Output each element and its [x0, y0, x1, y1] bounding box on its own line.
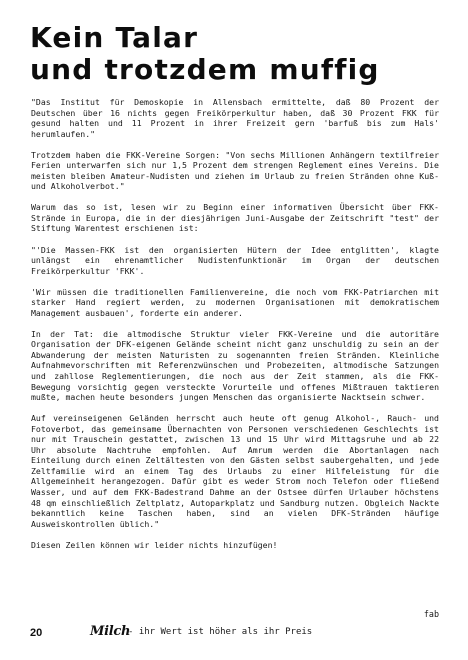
author-signature: fab: [423, 609, 439, 619]
headline-line-2: und trotzdem muffig: [30, 53, 380, 86]
page-number: 20: [30, 627, 43, 639]
article-headline: [30, 22, 450, 86]
paragraph-4: "'Die Massen-FKK ist den organisierten Hütern der Idee entglitten', klagte unlängst ein ehrenamtlicher Nudistenfunktionär im Organ der deutschen Freikörperkultur 'FKK'.: [31, 244, 444, 276]
paragraph-2: Trotzdem haben die FKK-Vereine Sorgen: "Von sechs Millionen Anhängern textilfreier Ferien unterwarfen sich nur 1,5 Prozent dem strengen Reglement eines Vereins. Die meisten bleiben Amateur-Nudisten und ziehen im Urlaub zu freien Stränden ohne Kuß- und Alkoholverbot.": [31, 149, 444, 192]
milch-logo: Milch: [90, 624, 131, 639]
paragraph-8: Diesen Zeilen können wir leider nichts hinzufügen!: [31, 539, 278, 550]
article-body: [31, 97, 444, 561]
page-footer: [30, 624, 440, 643]
paragraph-1: "Das Institut für Demoskopie in Allensbach ermittelte, daß 80 Prozent der Deutschen über 16 nichts gegen Freikörperkultur haben, daß 30 Prozent FKK für gesund halten und 11 Prozent in ihrer Freizeit gern 'barfuß bis zum Hals' herumlaufen.": [31, 97, 444, 139]
paragraph-6: In der Tat: die altmodische Struktur vieler FKK-Vereine und die autoritäre Organisation der DFK-eigenen Gelände scheint nicht ganz unschuldig zu sein an der Abwanderung der meisten Naturisten zu sogenannten freien Stränden. Kleinliche Aufnahmevorschriften mit Referenzwünschen und Probezeiten, altmodische Satzungen und zahllose Reglementierungen, die noch aus der Zeit stammen, als die FKK-Bewegung vorsichtig gegen versteckte Vorurteile und offenes Mißtrauen taktieren mußte, machen heute besonders jungen Menschen das organisierte Nacktsein schwer.: [31, 328, 444, 403]
paragraph-7: Auf vereinseigenen Geländen herrscht auch heute oft genug Alkohol-, Rauch- und Fotoverbot, das gemeinsame Übernachten von Personen verschiedenen Geschlechts ist nur mit Trauschein gestattet, zwischen 13 und 15 Uhr wird Mittagsruhe und ab 22 Uhr absolute Nachtruhe empfohlen. Auf Amrum werden die Abortanlagen nach Einteilung durch einen Zeltältesten von den Gästen selbst saubergehalten, und jede Zeltfamilie wird an einem Tag des Urlaubs zu einer Hilfeleistung für die Allgemeinheit herangezogen. Dafür gibt es weder Strom noch Telefon oder fließend Wasser, und auf dem FKK-Badestrand Dahme an der Ostsee dürfen Urlauber höchstens 48 qm einschließlich Zeltplatz, Autoparkplatz und Sandburg nutzen. Obgleich Nackte bekanntlich keine Taschen haben, sind an vielen DFK-Stränden häufige Ausweiskontrollen üblich.": [31, 413, 444, 529]
paragraph-5: 'Wir müssen die traditionellen Familienvereine, die noch vom FKK-Patriarchen mit starker Hand regiert werden, zu modernen Organisationen mit demokratischem Management ausbauen', forderte ein anderer.: [31, 286, 444, 318]
paragraph-3: Warum das so ist, lesen wir zu Beginn einer informativen Übersicht über FKK-Strände in Europa, die in der diesjährigen Juni-Ausgabe der Zeitschrift "test" der Stiftung Warentest erschienen ist:: [31, 202, 444, 234]
footer-slogan: - ihr Wert ist höher als ihr Preis: [128, 627, 313, 637]
headline-line-1: Kein Talar: [30, 21, 199, 54]
